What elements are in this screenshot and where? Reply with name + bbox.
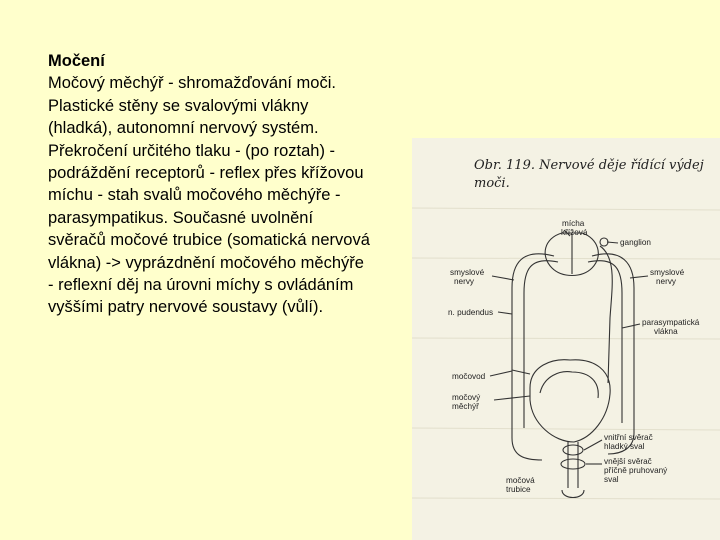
- label-parasym-1: parasympatická: [642, 318, 700, 327]
- label-micha-2: křížová: [561, 228, 588, 237]
- label-pudendus: n. pudendus: [448, 308, 494, 317]
- slide-title: Močení: [48, 52, 105, 70]
- figure-caption-line1: Obr. 119. Nervové děje řídící výdej: [474, 158, 704, 173]
- figure-caption-line2: moči.: [474, 176, 510, 191]
- label-micha-1: mícha: [562, 219, 585, 228]
- ganglion-shape: [600, 238, 608, 246]
- label-smyslove-left-1: smyslové: [450, 268, 485, 277]
- label-mocovod: močovod: [452, 372, 486, 381]
- label-smyslove-right-2: nervy: [656, 277, 677, 286]
- label-ganglion: ganglion: [620, 238, 651, 247]
- label-vnejsi-2: příčně pruhovaný: [604, 466, 668, 475]
- label-smyslove-left-2: nervy: [454, 277, 475, 286]
- label-vnitrni-2: hladký sval: [604, 442, 645, 451]
- label-mechyr-2: měchýř: [452, 402, 479, 411]
- slide-body: Močový měchýř - shromažďování moči. Plastické stěny se svalovými vlákny (hladká), autonomní nervový systém. Překročení určitého tlaku - (po roztah) - podráždění receptorů - reflex přes křížovou míchu - stah svalů močového měchýře - parasympatikus. Současné uvolnění svěračů močové trubice (somatická nervová vlákna) -> vyprázdnění močového měchýře - reflexní děj na úrovni míchy s ovládáním vyššími patry nervové soustavy (vůlí).: [48, 74, 370, 317]
- label-trubice-2: trubice: [506, 485, 531, 494]
- nerve-diagram: [412, 138, 720, 540]
- label-mechyr-1: močový: [452, 393, 481, 402]
- label-vnejsi-3: sval: [604, 475, 619, 484]
- label-trubice-1: močová: [506, 476, 535, 485]
- label-smyslove-right-1: smyslové: [650, 268, 685, 277]
- text-block: [48, 50, 413, 319]
- label-vnitrni-1: vnitřní svěrač: [604, 433, 653, 442]
- nerve-diagram-figure: [412, 138, 720, 540]
- label-vnejsi-1: vnější svěrač: [604, 457, 652, 466]
- label-parasym-2: vlákna: [654, 327, 678, 336]
